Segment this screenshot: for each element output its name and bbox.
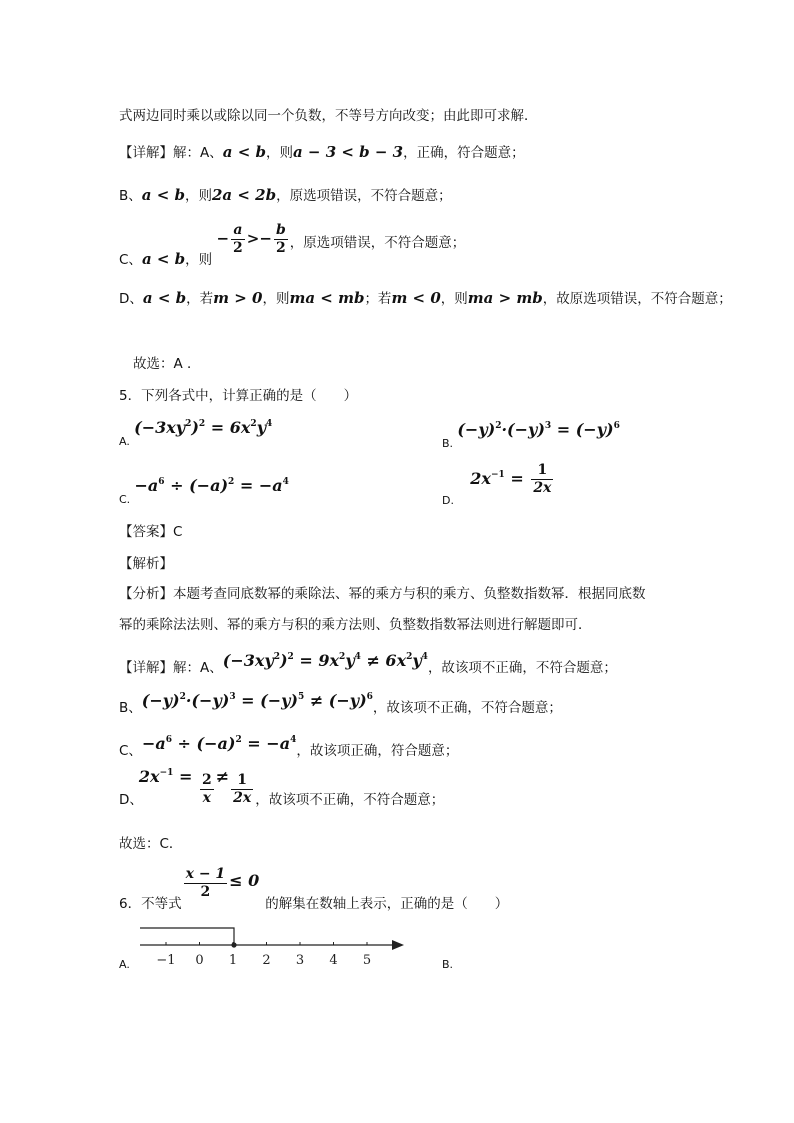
tick-label: 5	[362, 953, 372, 968]
q5-answer: 【答案】C	[119, 524, 183, 540]
tick-labels	[156, 942, 371, 968]
q6-stem	[119, 866, 508, 910]
math-ma-gt-mb: ma > mb	[467, 289, 543, 307]
math-a-lt-b: a < b	[142, 289, 187, 307]
math-frac-b-over-2	[274, 222, 288, 257]
option-c-label: C.	[119, 493, 131, 506]
solid-point-marker	[231, 942, 236, 947]
detail-c-suffix: ，原选项错误，不符合题意；	[289, 234, 466, 251]
q5-detail-a	[119, 650, 617, 676]
q5-fenxi-2: 幂的乘除法法则、幂的乘方与积的乘方法则、负整数指数幂法则进行解题即可．	[119, 617, 592, 633]
detail-b-mid: ，则	[185, 188, 212, 204]
tick-label: 3	[295, 953, 305, 968]
detail-a-line	[119, 141, 525, 161]
option-b-label: B.	[442, 958, 454, 971]
detail-b-suffix: ，原选项错误，不符合题意；	[276, 188, 452, 204]
q5-option-b	[442, 420, 620, 450]
detail-c-prefix: C、	[119, 251, 142, 268]
math-frac-1-over-2x: $\frac{1}{2x}$	[233, 772, 252, 806]
detail-d-mid1: ，若	[186, 291, 214, 307]
q5-detail-b-suffix: ，故该项不正确，不符合题意；	[372, 700, 562, 716]
tick-label: 0	[195, 953, 204, 968]
detail-a-suffix: ，正确，符合题意；	[403, 145, 525, 161]
math-neg-sign: −	[259, 229, 272, 248]
q5-fenxi-1: 【分析】本题考查同底数幂的乘除法、幂的乘方与积的乘方、负整数指数幂．根据同底数	[119, 586, 646, 602]
q5-option-d	[442, 462, 555, 507]
q5-detail-c-suffix: ，故该项正确，符合题意；	[296, 743, 459, 759]
q5-option-a-expr: $(-3xy^2)^2 = 6x^2y^4$	[134, 418, 273, 437]
detail-d-mid4: ，则	[440, 291, 468, 307]
tick-label: 4	[329, 953, 338, 968]
q5-option-b-expr: $(-y)^2\cdot(-y)^3 = (-y)^6$	[457, 420, 620, 439]
detail-d-suffix: ，故原选项错误，不符合题意；	[542, 291, 732, 307]
math-frac-1-over-2x: $\frac{1}{2x}$	[533, 462, 552, 496]
number-line-figure	[138, 920, 408, 972]
choose-a: 故选：A ．	[133, 356, 201, 372]
intro-text: 式两边同时乘以或除以同一个负数，不等号方向改变；由此即可求解．	[119, 108, 538, 124]
q5-detail-c	[119, 733, 459, 759]
q5-detail-c-expr: $-a^6 \div (-a)^2 = -a^4$	[141, 734, 297, 753]
tick-label: 1	[228, 953, 238, 968]
q5-option-a	[119, 418, 272, 448]
q6-option-a-label	[119, 956, 130, 972]
q5-detail-d-suffix: ，故该项不正确，不符合题意；	[255, 792, 445, 808]
detail-b-line	[119, 184, 452, 204]
math-a-lt-b: a < b	[141, 186, 185, 204]
math-neq: ≠	[215, 767, 230, 786]
math-m-lt-0: m < 0	[391, 289, 441, 307]
q5-detail-d-prefix: D、	[119, 792, 143, 808]
detail-c-mid: ，则	[185, 251, 213, 268]
q5-detail-c-prefix: C、	[119, 743, 142, 759]
axis-arrow-icon	[392, 940, 404, 950]
math-a-lt-b: a < b	[141, 249, 186, 268]
q6-option-b-label	[442, 956, 453, 972]
frac-den: 2	[275, 240, 286, 256]
math-a-lt-b: a < b	[222, 143, 266, 161]
frac-num: a	[231, 222, 245, 240]
detail-b-prefix: B、	[119, 188, 142, 204]
math-frac-2-over-x: $\frac{2}{x}$	[201, 772, 212, 806]
q5-choose: 故选：C．	[119, 836, 183, 852]
q5-option-d-expr: $2x^{-1}$ =	[470, 468, 530, 488]
option-a-label: A.	[119, 958, 130, 971]
math-frac-a-over-2	[231, 222, 245, 257]
q5-detail-b-expr: $(-y)^2\cdot(-y)^3 = (-y)^5 \ne (-y)^6$	[141, 691, 373, 710]
q5-detail-b-prefix: B、	[119, 700, 142, 716]
math-2a-lt-2b: 2a < 2b	[212, 186, 277, 204]
tick-label: 2	[262, 953, 271, 968]
frac-den: 2	[200, 884, 211, 900]
math-a3-lt-b3: a − 3 < b − 3	[292, 143, 404, 161]
detail-a-mid: ，则	[265, 145, 293, 161]
q5-detail-a-suffix: ，故该项不正确，不符合题意；	[427, 660, 617, 676]
q6-stem-prefix: 6．不等式	[119, 896, 182, 912]
option-a-label: A.	[119, 435, 130, 448]
q5-option-c	[119, 476, 289, 506]
q5-detail-a-expr: $(-3xy^2)^2 = 9x^2y^4 \ne 6x^2y^4$	[222, 651, 428, 670]
detail-d-mid3: ；若	[364, 291, 392, 307]
math-gt-sign: >	[246, 229, 260, 248]
detail-d-prefix: D、	[119, 291, 143, 307]
frac-num: b	[275, 222, 286, 238]
q5-option-c-expr: $-a^6 \div (-a)^2 = -a^4$	[134, 476, 289, 495]
detail-d-mid2: ，则	[262, 291, 290, 307]
detail-d-line	[119, 287, 732, 307]
solution-bracket	[140, 928, 234, 945]
math-ma-lt-mb: ma < mb	[289, 289, 365, 307]
math-m-gt-0: m > 0	[213, 289, 263, 307]
math-neg-sign: −	[216, 229, 230, 248]
frac-num: x − 1	[185, 866, 226, 882]
q5-detail-d	[119, 767, 445, 816]
detail-c-line	[119, 222, 466, 268]
q5-analysis-heading: 【解析】	[119, 556, 173, 572]
detail-a-prefix: 【详解】解：A、	[119, 145, 223, 161]
tick-label: −1	[156, 953, 176, 968]
q5-stem: 5．下列各式中，计算正确的是（ ）	[119, 388, 358, 404]
math-le-zero: ≤ 0	[229, 871, 260, 890]
option-b-label: B.	[442, 437, 454, 450]
frac-den: 2	[233, 240, 243, 256]
q5-detail-d-expr: $2x^{-1}$ =	[138, 767, 198, 786]
q6-stem-suffix: 的解集在数轴上表示，正确的是（ ）	[265, 896, 509, 912]
q5-detail-b	[119, 690, 562, 716]
math-frac-x-minus-1-over-2	[184, 866, 228, 901]
option-d-label: D.	[442, 493, 454, 507]
q5-detail-a-prefix: 【详解】解：A、	[119, 660, 223, 676]
